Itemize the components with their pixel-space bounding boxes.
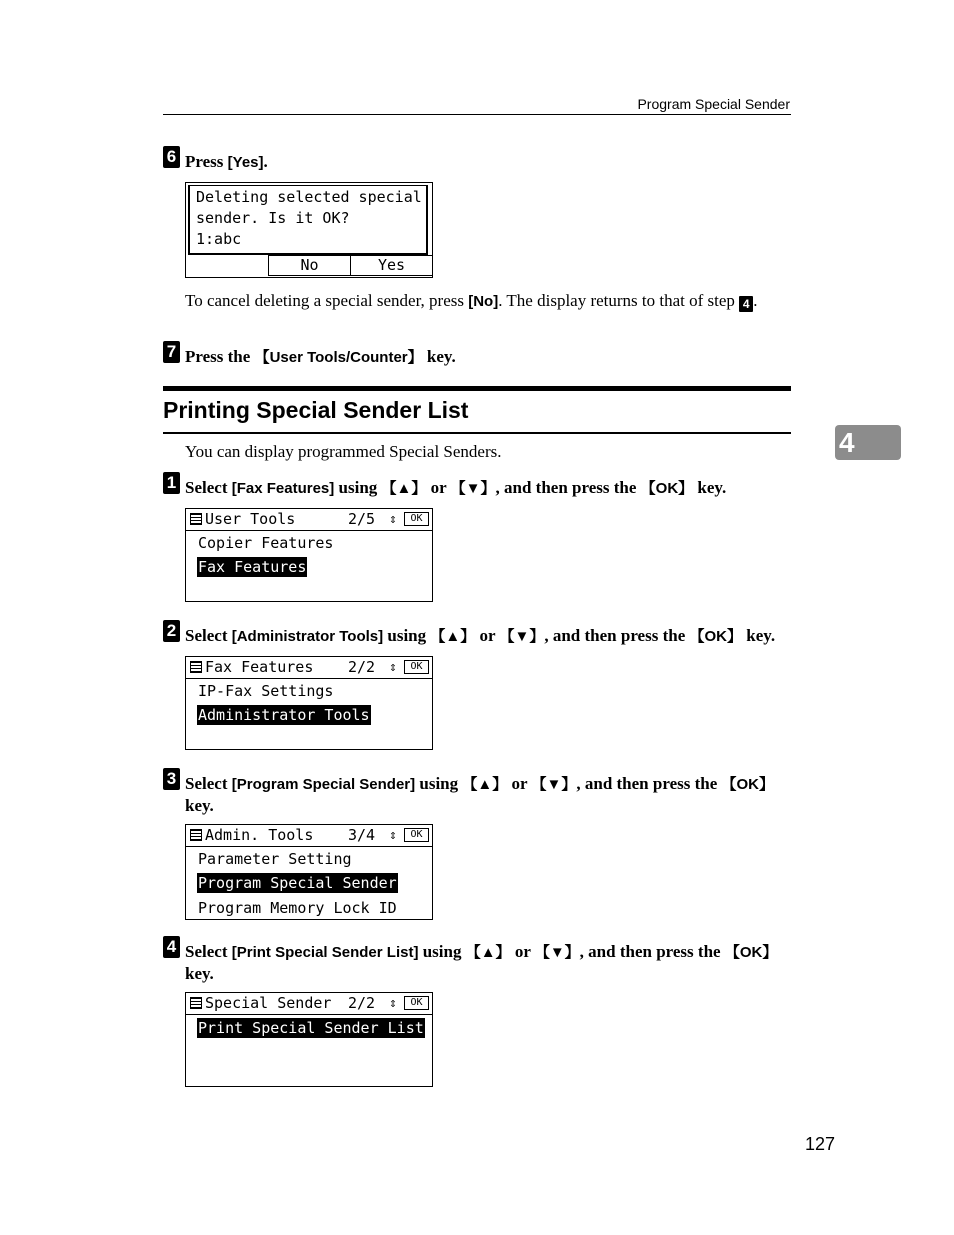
- scroll-arrows-icon: ⇕: [389, 828, 397, 843]
- scroll-arrows-icon: ⇕: [389, 996, 397, 1011]
- up-key-label: 【▲】: [430, 628, 476, 645]
- step1-instruction: [185, 477, 791, 499]
- menu-item-label: [Administrator Tools]: [231, 628, 384, 645]
- lcd-screen-user-tools: [185, 508, 433, 602]
- chapter-number: 4: [839, 427, 855, 458]
- lcd-title: Admin. Tools: [205, 826, 314, 844]
- lcd-menu-item[interactable]: Parameter Setting: [198, 850, 352, 868]
- message-line-1: Deleting selected special: [196, 188, 422, 206]
- step4-instruction: [185, 941, 791, 984]
- section-intro: You can display programmed Special Senders.: [185, 442, 502, 461]
- up-key-label: 【▲】: [465, 944, 511, 961]
- down-key-label: 【▼】: [499, 628, 545, 645]
- lcd-menu-item-selected[interactable]: Fax Features: [198, 558, 307, 576]
- lcd-menu-item[interactable]: Program Memory Lock ID: [198, 899, 397, 917]
- lcd-menu-item-selected[interactable]: Print Special Sender List: [198, 1019, 424, 1037]
- menu-icon: [190, 997, 202, 1009]
- lcd-menu-item[interactable]: IP-Fax Settings: [198, 682, 334, 700]
- menu-icon: [190, 513, 202, 525]
- or-word: or: [510, 942, 535, 961]
- menu-item-label: [Print Special Sender List]: [231, 944, 419, 961]
- note-prefix: To cancel deleting a special sender, press: [185, 291, 469, 310]
- lcd-title-bar: [186, 825, 432, 847]
- select-word: Select: [185, 942, 232, 961]
- ok-key-label: 【OK】: [724, 944, 778, 961]
- up-key-label: 【▲】: [462, 776, 508, 793]
- lcd-page-indicator: 2/2: [348, 658, 376, 676]
- down-key-label: 【▼】: [531, 776, 577, 793]
- scroll-arrows-icon: ⇕: [389, 512, 397, 527]
- menu-item-label: [Program Special Sender]: [231, 776, 416, 793]
- step-number-2: 2: [163, 620, 180, 642]
- lcd-screen-special-sender: [185, 992, 433, 1087]
- user-tools-key-label: 【User Tools/Counter】: [254, 349, 423, 366]
- select-word: Select: [185, 478, 232, 497]
- or-word: or: [475, 626, 500, 645]
- lcd-title-bar: [186, 993, 432, 1015]
- using-word: using: [383, 626, 431, 645]
- step-number-3: 3: [163, 768, 180, 790]
- message-line-2: sender. Is it OK?: [196, 209, 350, 227]
- up-key-label: 【▲】: [381, 480, 427, 497]
- lcd-menu-item[interactable]: Copier Features: [198, 534, 334, 552]
- menu-icon: [190, 829, 202, 841]
- section-top-bar: [163, 386, 791, 391]
- message-line-3: 1:abc: [196, 230, 242, 248]
- select-word: Select: [185, 626, 232, 645]
- cancel-note: [185, 290, 791, 312]
- step-reference-4: 4: [739, 296, 753, 312]
- ok-icon: OK: [404, 512, 429, 526]
- ok-icon: OK: [404, 660, 429, 674]
- lcd-menu-item-selected[interactable]: Administrator Tools: [198, 706, 370, 724]
- then-words: , and then press the: [576, 774, 722, 793]
- or-word: or: [507, 774, 532, 793]
- down-key-label: 【▼】: [534, 944, 580, 961]
- ok-key-label: 【OK】: [721, 776, 775, 793]
- ok-key-label: 【OK】: [640, 480, 694, 497]
- section-rule: [163, 432, 791, 434]
- lcd-title: Special Sender: [205, 994, 332, 1012]
- running-header: Program Special Sender: [637, 96, 790, 112]
- step6-prefix: Press: [185, 152, 228, 171]
- lcd-page-indicator: 2/5: [348, 510, 376, 528]
- no-button[interactable]: No: [268, 255, 351, 276]
- lcd-title-bar: [186, 509, 432, 531]
- using-word: using: [334, 478, 382, 497]
- note-suffix: . The display returns to that of step: [498, 291, 740, 310]
- lcd-page-indicator: 2/2: [348, 994, 376, 1012]
- select-word: Select: [185, 774, 232, 793]
- key-word: key.: [742, 626, 776, 645]
- step-number-6: 6: [163, 146, 180, 168]
- or-word: or: [426, 478, 451, 497]
- lcd-title-bar: [186, 657, 432, 679]
- down-key-label: 【▼】: [450, 480, 496, 497]
- using-word: using: [418, 942, 466, 961]
- key-word: key.: [185, 964, 214, 983]
- page-number: 127: [804, 1134, 835, 1154]
- note-button-label: [No]: [468, 293, 499, 310]
- step6-button-label: [Yes]: [227, 154, 264, 171]
- step-number-7: 7: [163, 341, 180, 363]
- header-rule: [163, 114, 791, 115]
- lcd-title: User Tools: [205, 510, 296, 528]
- step7-prefix: Press the: [185, 347, 255, 366]
- step7-instruction: [185, 346, 791, 368]
- menu-icon: [190, 661, 202, 673]
- yes-button[interactable]: Yes: [350, 255, 433, 276]
- step6-instruction: [185, 151, 791, 173]
- note-end: .: [753, 291, 758, 310]
- section-title: Printing Special Sender List: [163, 397, 469, 423]
- then-words: , and then press the: [495, 478, 641, 497]
- step3-instruction: [185, 773, 791, 816]
- chapter-tab: [835, 425, 901, 460]
- step-number-4: 4: [163, 936, 180, 958]
- key-word: key.: [185, 796, 214, 815]
- lcd-title: Fax Features: [205, 658, 314, 676]
- ok-icon: OK: [404, 996, 429, 1010]
- then-words: , and then press the: [579, 942, 725, 961]
- lcd-page-indicator: 3/4: [348, 826, 376, 844]
- step-number-1: 1: [163, 472, 180, 494]
- step2-instruction: [185, 625, 791, 647]
- confirm-delete-screen: [185, 182, 433, 278]
- then-words: , and then press the: [544, 626, 690, 645]
- ok-key-label: 【OK】: [689, 628, 743, 645]
- menu-item-label: [Fax Features]: [231, 480, 335, 497]
- key-word: key.: [693, 478, 727, 497]
- step6-suffix: .: [263, 152, 268, 171]
- ok-icon: OK: [404, 828, 429, 842]
- scroll-arrows-icon: ⇕: [389, 660, 397, 675]
- lcd-menu-item-selected[interactable]: Program Special Sender: [198, 874, 397, 892]
- lcd-screen-admin-tools: [185, 824, 433, 920]
- lcd-screen-fax-features: [185, 656, 433, 750]
- using-word: using: [415, 774, 463, 793]
- step7-suffix: key.: [422, 347, 456, 366]
